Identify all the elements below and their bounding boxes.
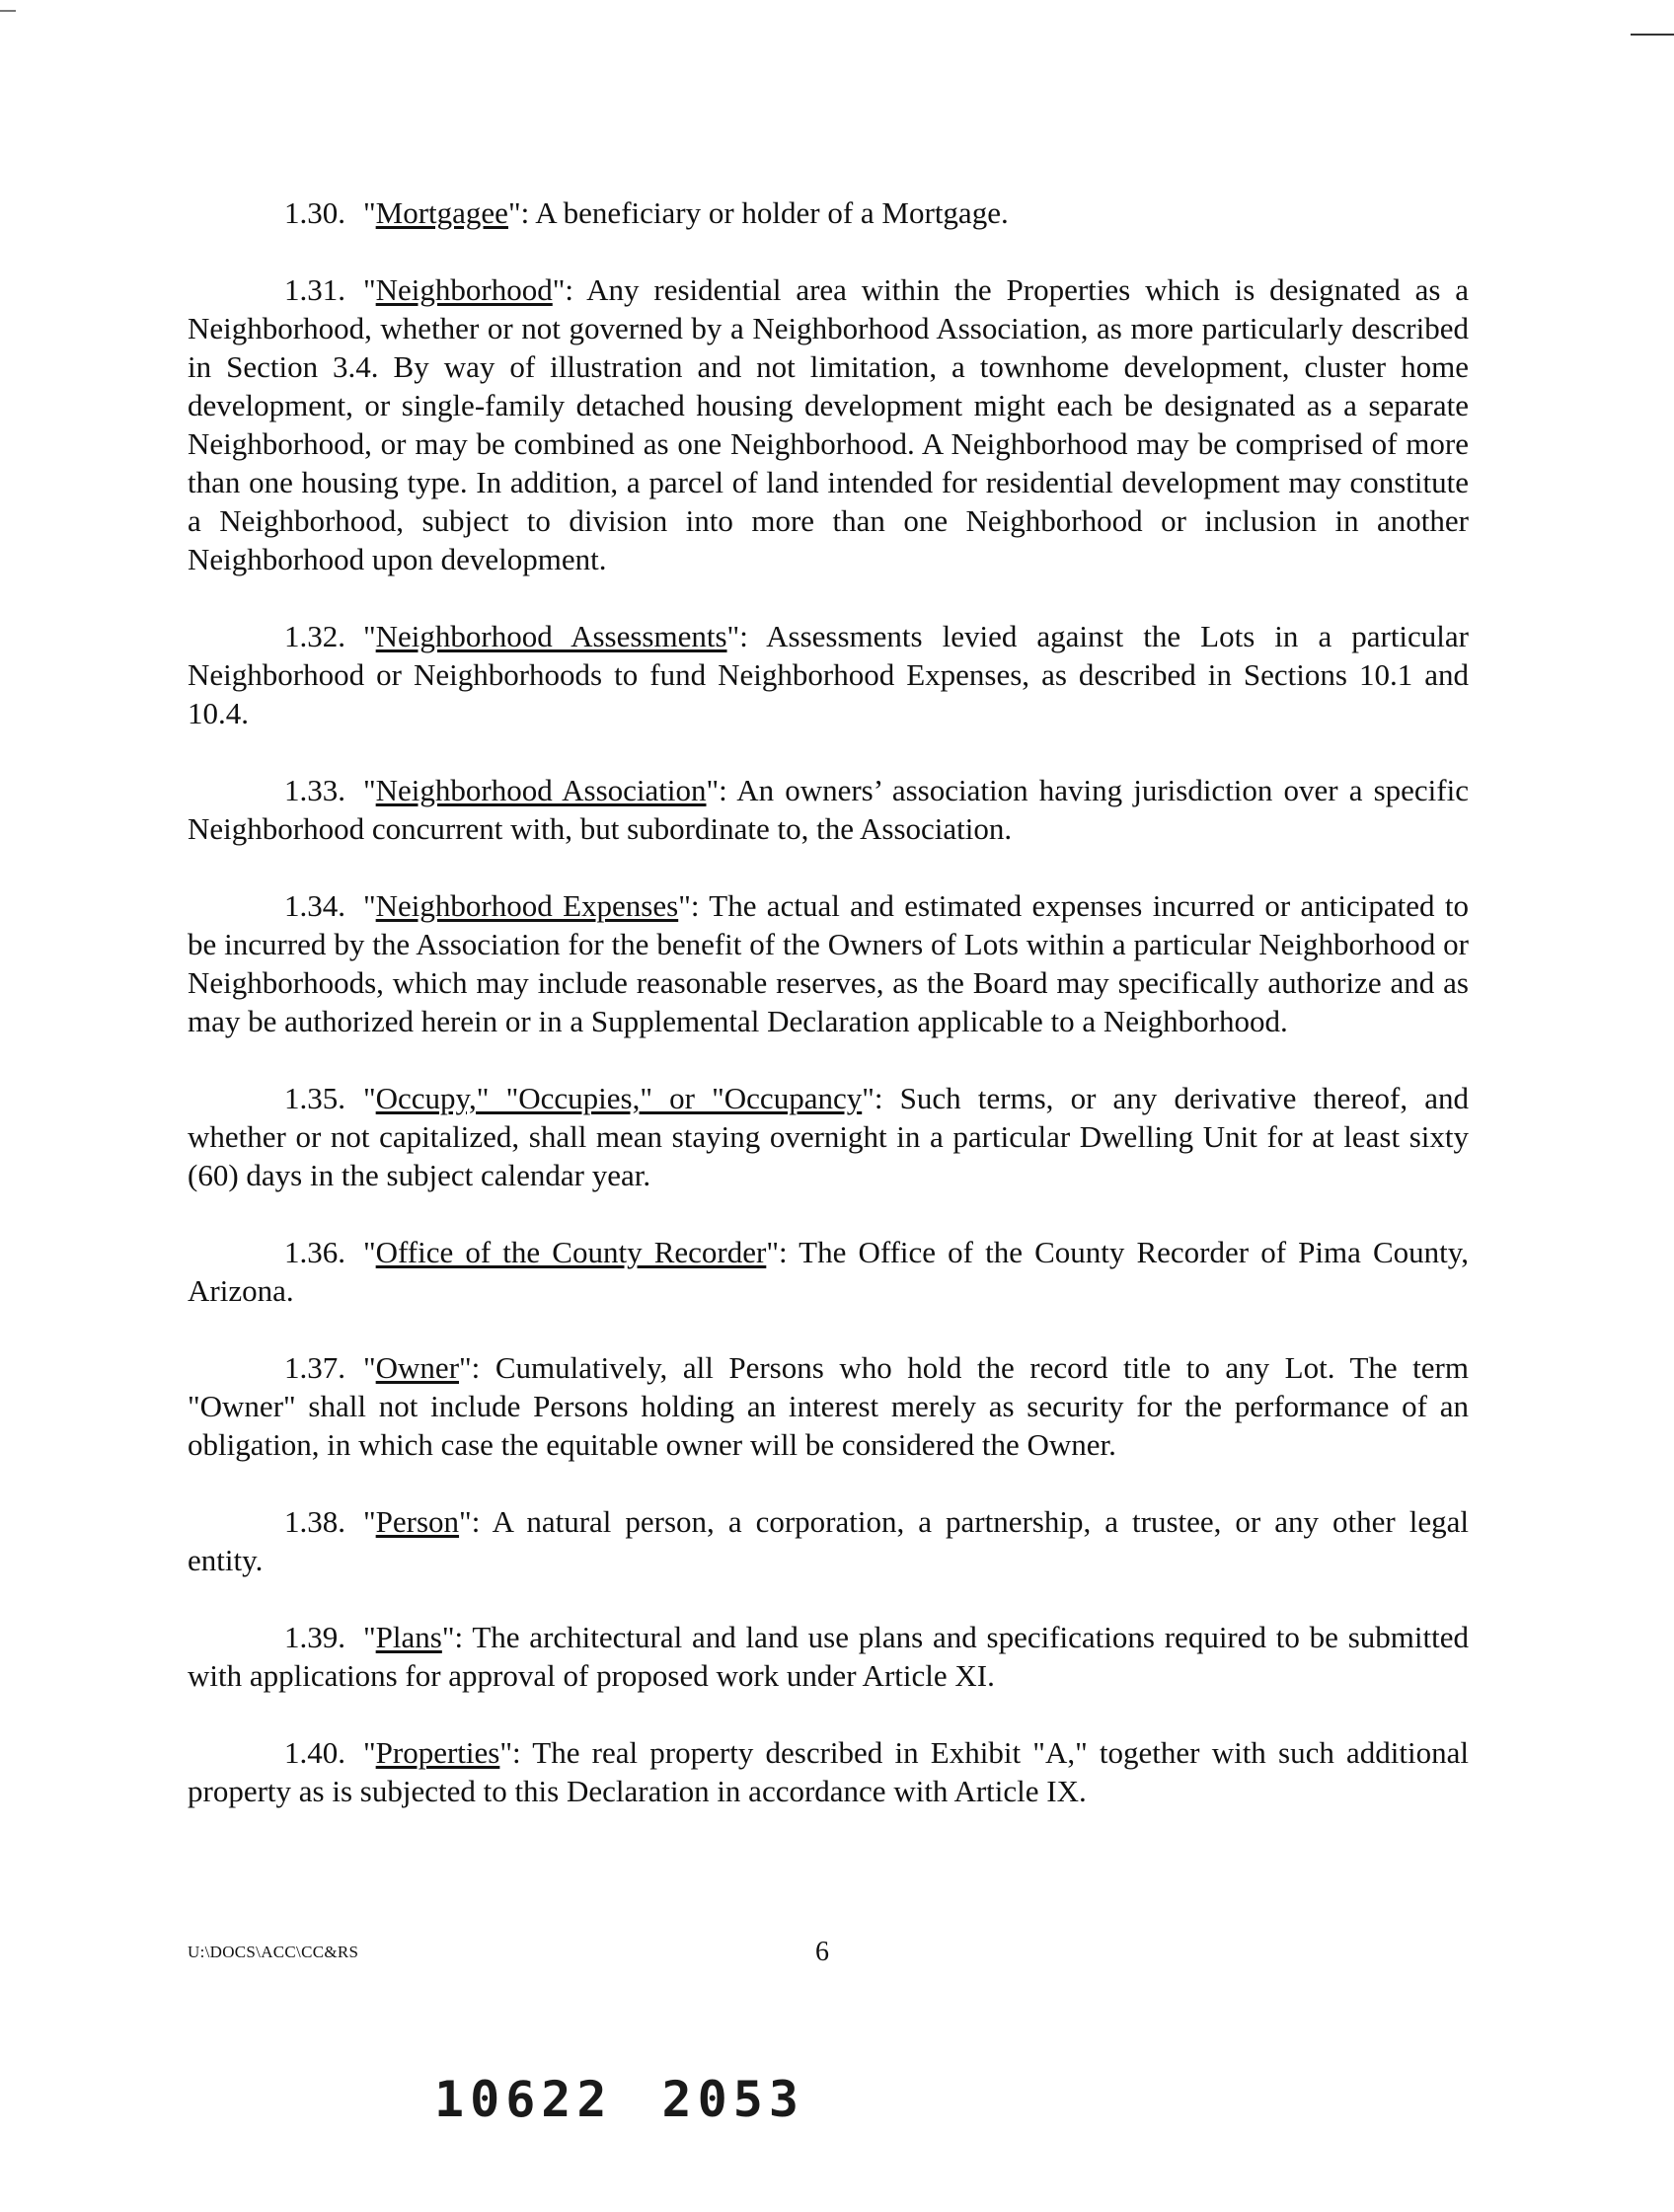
definition-1-39: 1.39. "Plans": The architectural and land use plans and specifications required to be submitted with applications for approval of proposed work under Article XI. [188, 1620, 1469, 1693]
definition-text: : Such terms, or any derivative thereof, and whether or not capitalized, shall mean staying overnight in a particular Dwelling Unit for at least sixty (60) days in the subject calendar year. [188, 1081, 1469, 1192]
definition-text: : A beneficiary or holder of a Mortgage. [520, 195, 1009, 230]
definition-number: 1.32. [284, 619, 345, 653]
footer-file-path: U:\DOCS\ACC\CC&RS [188, 1943, 359, 1961]
scan-edge-mark [1631, 34, 1674, 36]
definition-1-36: 1.36. "Office of the County Recorder": The Office of the County Recorder of Pima County, Arizona. [188, 1235, 1469, 1308]
definition-1-37: 1.37. "Owner": Cumulatively, all Persons who hold the record title to any Lot. The term "Owner" shall not include Persons holding an interest merely as security for the performance of an obligation, in which case the equitable owner will be considered the Owner. [188, 1350, 1469, 1462]
page-number: 6 [815, 1937, 829, 1967]
definition-term: Neighborhood [375, 272, 553, 307]
definition-term: Neighborhood Expenses [375, 888, 679, 923]
definition-number: 1.30. [284, 195, 345, 230]
definition-text: : The Office of the County Recorder of Pima County, Arizona. [188, 1235, 1469, 1308]
definition-1-33: 1.33. "Neighborhood Association": An owners’ association having jurisdiction over a specific Neighborhood concurrent with, but subordinate to, the Association. [188, 773, 1469, 846]
scan-edge-mark [0, 10, 16, 12]
definition-text: : The real property described in Exhibit "A," together with such additional property as is subjected to this Declaration in accordance with Article IX. [188, 1735, 1469, 1808]
definition-number: 1.37. [284, 1350, 345, 1385]
recording-book-number: 10622 [434, 2071, 613, 2128]
definition-term: Properties [375, 1735, 500, 1770]
definition-1-35: 1.35. "Occupy," "Occupies," or "Occupancy": Such terms, or any derivative thereof, and whether or not capitalized, shall mean staying overnight in a particular Dwelling Unit for at least sixty (60) days in the subject calendar year. [188, 1081, 1469, 1192]
definition-term: Owner [375, 1350, 460, 1385]
definition-number: 1.36. [284, 1235, 345, 1269]
definition-number: 1.38. [284, 1504, 345, 1539]
definition-term: Neighborhood Association [375, 773, 707, 807]
definition-number: 1.31. [284, 272, 345, 307]
definition-term: Person [375, 1504, 460, 1539]
definition-text: : Assessments levied against the Lots in a particular Neighborhood or Neighborhoods to fund Neighborhood Expenses, as described in Sections 10.1 and 10.4. [188, 619, 1470, 730]
definition-term: Plans [375, 1620, 442, 1654]
definition-text: : The architectural and land use plans and specifications required to be submitted with applications for approval of proposed work under Article XI. [188, 1620, 1469, 1693]
definition-text: : Cumulatively, all Persons who hold the record title to any Lot. The term "Owner" shall not include Persons holding an interest merely as security for the performance of an obligation, in which case the equitable owner will be considered the Owner. [188, 1350, 1469, 1462]
recording-stamp [434, 2071, 854, 2128]
definition-term: Neighborhood Assessments [375, 619, 727, 653]
definition-number: 1.35. [284, 1081, 345, 1115]
definition-1-38: 1.38. "Person": A natural person, a corporation, a partnership, a trustee, or any other legal entity. [188, 1504, 1469, 1577]
definition-text: : A natural person, a corporation, a partnership, a trustee, or any other legal entity. [188, 1504, 1469, 1577]
definition-1-34: 1.34. "Neighborhood Expenses": The actual and estimated expenses incurred or anticipated to be incurred by the Association for the benefit of the Owners of Lots within a particular Neighborhood or Neighborhoods, which may include reasonable reserves, as the Board may specifically authorize and as may be authorized herein or in a Supplemental Declaration applicable to a Neighborhood. [188, 888, 1469, 1038]
definition-1-30: 1.30. "Mortgagee": A beneficiary or holder of a Mortgage. [284, 195, 1009, 230]
definition-term: Occupy," "Occupies," or "Occupancy [375, 1081, 863, 1115]
definition-text: : An owners’ association having jurisdiction over a specific Neighborhood concurrent with, but subordinate to, the Association. [188, 773, 1469, 846]
definitions-list [188, 193, 1469, 1849]
definition-term: Office of the County Recorder [375, 1235, 767, 1269]
definition-1-40: 1.40. "Properties": The real property described in Exhibit "A," together with such additional property as is subjected to this Declaration in accordance with Article IX. [188, 1735, 1469, 1808]
definition-text: : Any residential area within the Properties which is designated as a Neighborhood, whether or not governed by a Neighborhood Association, as more particularly described in Section 3.4. By way of illustration and not limitation, a townhome development, cluster home development, or single-family detached housing development might each be designated as a separate Neighborhood, or may be combined as one Neighborhood. A Neighborhood may be comprised of more than one housing type. In addition, a parcel of land intended for residential development may constitute a Neighborhood, subject to division into more than one Neighborhood or inclusion in another Neighborhood upon development. [188, 272, 1469, 576]
definition-1-31: 1.31. "Neighborhood": Any residential area within the Properties which is designated as a Neighborhood, whether or not governed by a Neighborhood Association, as more particularly described in Section 3.4. By way of illustration and not limitation, a townhome development, cluster home development, or single-family detached housing development might each be designated as a separate Neighborhood, or may be combined as one Neighborhood. A Neighborhood may be comprised of more than one housing type. In addition, a parcel of land intended for residential development may constitute a Neighborhood, subject to division into more than one Neighborhood or inclusion in another Neighborhood upon development. [188, 272, 1469, 576]
definition-number: 1.34. [284, 888, 345, 923]
recording-page-number: 2053 [661, 2071, 804, 2128]
definition-text: : The actual and estimated expenses incurred or anticipated to be incurred by the Association for the benefit of the Owners of Lots within a particular Neighborhood or Neighborhoods, which may include reasonable reserves, as the Board may specifically authorize and as may be authorized herein or in a Supplemental Declaration applicable to a Neighborhood. [188, 888, 1469, 1038]
definition-number: 1.39. [284, 1620, 345, 1654]
definition-1-32: 1.32. "Neighborhood Assessments": Assessments levied against the Lots in a particular Neighborhood or Neighborhoods to fund Neighborhood Expenses, as described in Sections 10.1 and 10.4. [188, 619, 1470, 730]
definition-term: Mortgagee [375, 195, 508, 230]
definition-number: 1.33. [284, 773, 345, 807]
page-footer [188, 1937, 1469, 1976]
definition-number: 1.40. [284, 1735, 345, 1770]
